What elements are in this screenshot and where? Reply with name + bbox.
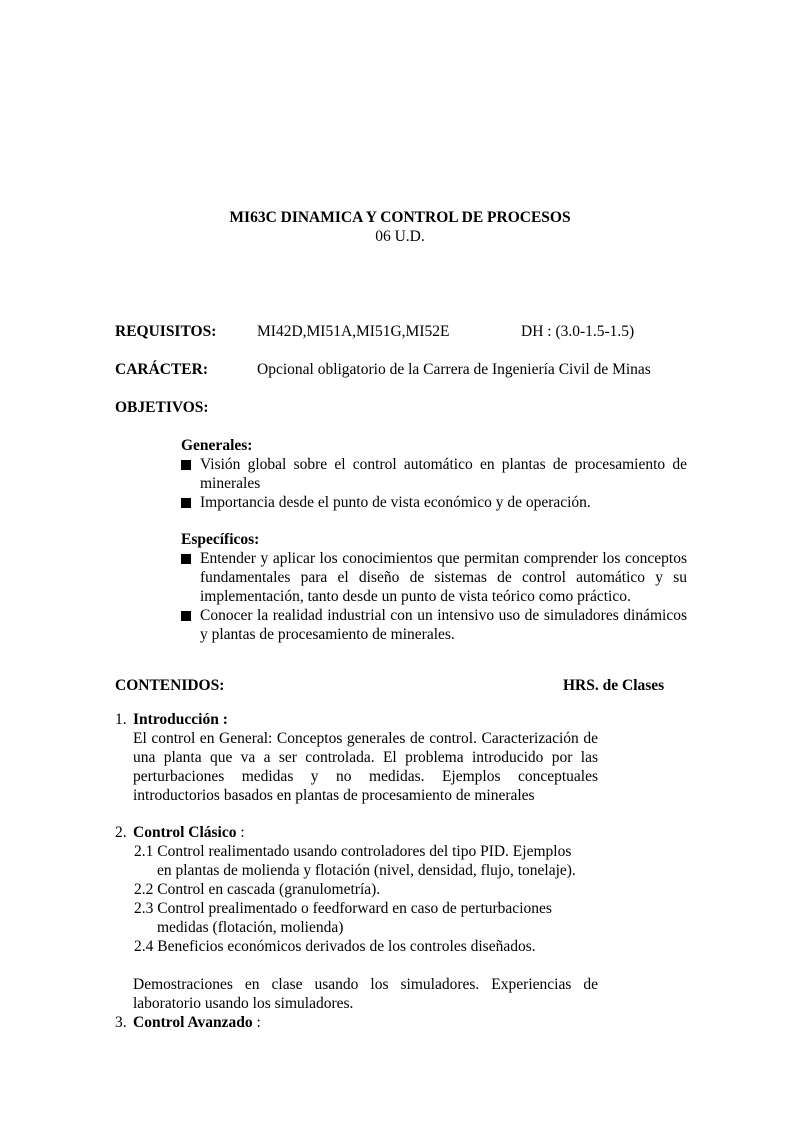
requisitos-value: MI42D,MI51A,MI51G,MI52E [257, 323, 450, 340]
subitem-line: 2.1 Control realimentado usando controladores del tipo PID. Ejemplos [134, 843, 572, 860]
section-title-row: Control Avanzado : [133, 1014, 261, 1031]
requisitos-label: REQUISITOS: [115, 323, 217, 340]
section-title: Introducción : [133, 711, 228, 728]
contenidos-label: CONTENIDOS: [115, 677, 225, 694]
square-bullet-icon [181, 554, 191, 564]
section-number: 3. [115, 1014, 127, 1031]
course-units: 06 U.D. [375, 228, 425, 245]
course-title: MI63C DINAMICA Y CONTROL DE PROCESOS [229, 209, 571, 226]
especificos-list [181, 549, 687, 644]
list-item: Conocer la realidad industrial con un intensivo uso de simuladores dinámicos y plantas de procesamiento de minerales. [181, 606, 687, 644]
subitem-line: en plantas de molienda y flotación (nivel, densidad, flujo, tonelaje). [157, 862, 576, 879]
especificos-heading: Específicos: [181, 531, 260, 548]
section-number: 1. [115, 711, 127, 728]
generales-list [181, 455, 687, 512]
section-title: Control Avanzado [133, 1014, 253, 1031]
hrs-label: HRS. de Clases [563, 677, 665, 694]
caracter-value: Opcional obligatorio de la Carrera de Ingeniería Civil de Minas [257, 361, 651, 378]
subitem-line: medidas (flotación, molienda) [157, 919, 344, 936]
section-title-row: Control Clásico : [133, 824, 245, 841]
dh-value: DH : (3.0-1.5-1.5) [521, 323, 635, 340]
list-item: Visión global sobre el control automático en plantas de procesamiento de minerales [181, 455, 687, 493]
square-bullet-icon [181, 498, 191, 508]
generales-heading: Generales: [181, 437, 253, 454]
section-note: Demostraciones en clase usando los simuladores. Experiencias de laboratorio usando los simuladores. [133, 976, 598, 1012]
list-item: Importancia desde el punto de vista económico y de operación. [181, 493, 687, 512]
list-item: Entender y aplicar los conocimientos que permitan comprender los conceptos fundamentales para el diseño de sistemas de control automático y su implementación, tanto desde un punto de vista teórico como práctico. [181, 549, 687, 606]
subitem-line: 2.4 Beneficios económicos derivados de los controles diseñados. [134, 938, 536, 955]
square-bullet-icon [181, 611, 191, 621]
section-number: 2. [115, 824, 127, 841]
subitem-line: 2.2 Control en cascada (granulometría). [134, 881, 381, 898]
section-text: El control en General: Conceptos generales de control. Caracterización de una planta que va a ser controlada. El problema introducido por las perturbaciones medidas y no medidas. Ejemplos conceptuales introductorios basados en plantas de procesamiento de minerales [133, 730, 598, 804]
section-title: Control Clásico [133, 824, 237, 841]
caracter-label: CARÁCTER: [115, 361, 208, 378]
subitem-line: 2.3 Control prealimentado o feedforward en caso de perturbaciones [134, 900, 552, 917]
objetivos-label: OBJETIVOS: [115, 399, 209, 416]
square-bullet-icon [181, 460, 191, 470]
